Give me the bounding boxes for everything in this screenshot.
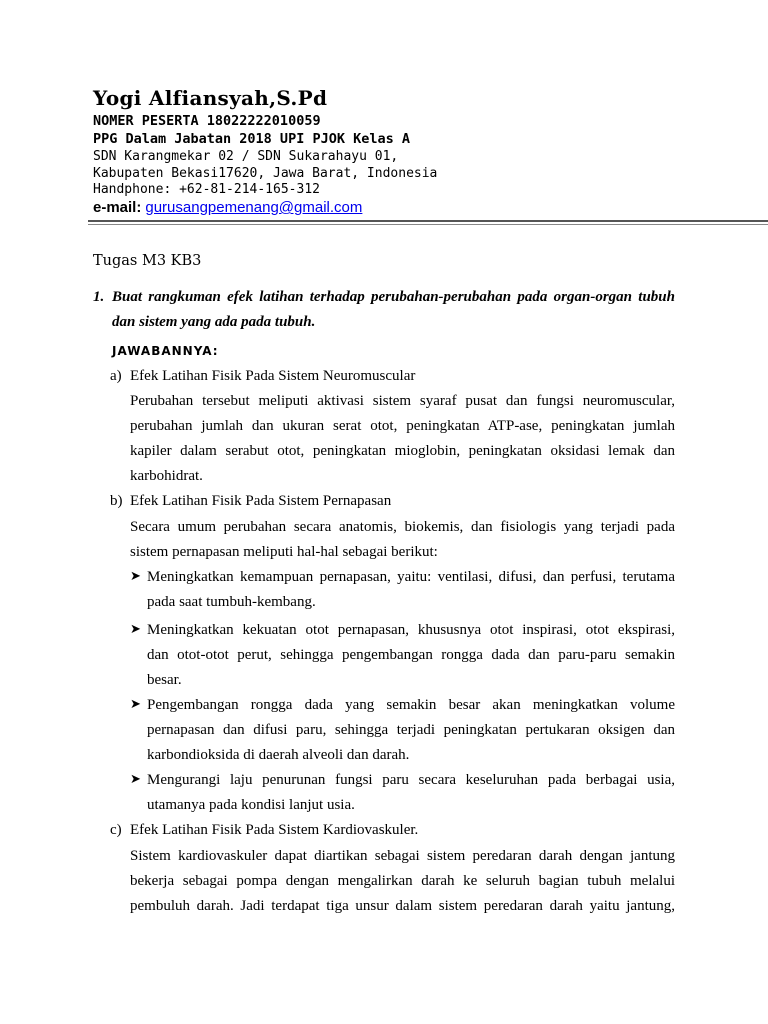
section-a-line: karbohidrat. [130, 468, 203, 484]
bullet-line: besar. [147, 672, 182, 688]
question-number: 1. [93, 289, 105, 305]
school-line: SDN Karangmekar 02 / SDN Sukarahayu 01, [93, 149, 399, 164]
section-c-heading: Efek Latihan Fisik Pada Sistem Kardiovaskuler. [130, 822, 419, 838]
bullet-line: Meningkatkan kekuatan otot pernapasan, khususnya otot inspirasi, otot ekspirasi, [147, 622, 675, 638]
task-title: Tugas M3 KB3 [93, 253, 202, 269]
section-c-line: bekerja sebagai pompa dengan mengalirkan darah ke seluruh bagian tubuh melalui [130, 873, 675, 889]
author-name: Yogi Alfiansyah,S.Pd [93, 86, 328, 110]
question-line-1: Buat rangkuman efek latihan terhadap perubahan-perubahan pada organ-organ tubuh [112, 289, 675, 305]
header-divider [88, 220, 768, 222]
arrowhead-bullet-icon: ➤ [130, 569, 141, 584]
phone-line: Handphone: +62-81-214-165-312 [93, 182, 320, 197]
section-b-line: sistem pernapasan meliputi hal-hal sebagai berikut: [130, 544, 438, 560]
header-divider-thin [88, 224, 768, 225]
program-line: PPG Dalam Jabatan 2018 UPI PJOK Kelas A [93, 131, 410, 147]
bullet-line: dan otot-otot perut, sehingga pengembangan rongga dada dan paru-paru semakin [147, 647, 675, 663]
section-a-marker: a) [110, 368, 122, 384]
email-label: e-mail: [93, 199, 142, 216]
section-c-line: Sistem kardiovaskuler dapat diartikan sebagai sistem peredaran darah dengan jantung [130, 848, 675, 864]
section-b-heading: Efek Latihan Fisik Pada Sistem Pernapasan [130, 493, 392, 509]
answer-label: JAWABANNYA: [112, 344, 219, 358]
address-line: Kabupaten Bekasi17620, Jawa Barat, Indonesia [93, 166, 438, 181]
section-c-marker: c) [110, 822, 122, 838]
bullet-line: karbondioksida di daerah alveoli dan darah. [147, 747, 410, 763]
section-a-line: Perubahan tersebut meliputi aktivasi sistem syaraf pusat dan fungsi neuromuscular, [130, 393, 675, 409]
section-b-line: Secara umum perubahan secara anatomis, biokemis, dan fisiologis yang terjadi pada [130, 519, 675, 535]
section-a-line: perubahan jumlah dan ukuran serat otot, peningkatan ATP-ase, peningkatan jumlah [130, 418, 675, 434]
section-a-heading: Efek Latihan Fisik Pada Sistem Neuromuscular [130, 368, 416, 384]
section-b-marker: b) [110, 493, 123, 509]
email-line [93, 199, 362, 217]
arrowhead-bullet-icon: ➤ [130, 772, 141, 787]
bullet-line: Meningkatkan kemampuan pernapasan, yaitu: ventilasi, difusi, dan perfusi, terutama [147, 569, 675, 585]
arrowhead-bullet-icon: ➤ [130, 697, 141, 712]
section-a-line: kapiler dalam serabut otot, peningkatan mioglobin, peningkatan oksidasi lemak dan [130, 443, 675, 459]
bullet-line: Mengurangi laju penurunan fungsi paru secara keseluruhan pada berbagai usia, [147, 772, 675, 788]
email-link[interactable]: gurusangpemenang@gmail.com [145, 199, 363, 216]
bullet-line: utamanya pada kondisi lanjut usia. [147, 797, 355, 813]
arrowhead-bullet-icon: ➤ [130, 622, 141, 637]
bullet-line: pernapasan dan difusi paru, sehingga terjadi peningkatan pertukaran oksigen dan [147, 722, 675, 738]
question-line-2: dan sistem yang ada pada tubuh. [112, 314, 316, 330]
bullet-line: Pengembangan rongga dada yang semakin besar akan meningkatkan volume [147, 697, 675, 713]
section-c-line: pembuluh darah. Jadi terdapat tiga unsur dalam sistem peredaran darah yaitu jantung, [130, 898, 675, 914]
bullet-line: pada saat tumbuh-kembang. [147, 594, 316, 610]
participant-number: NOMER PESERTA 18022222010059 [93, 113, 321, 129]
